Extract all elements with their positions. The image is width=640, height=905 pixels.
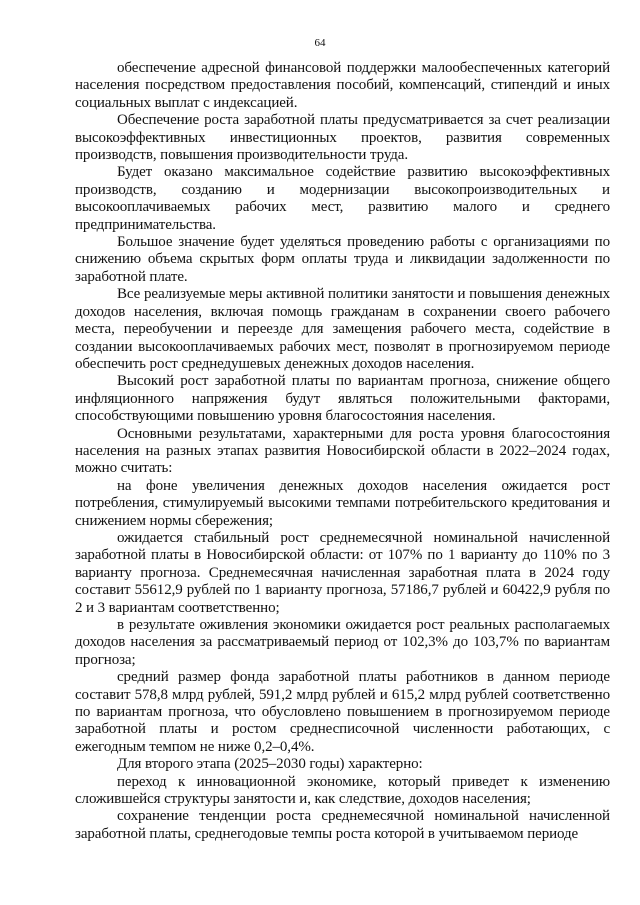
- list-item: переход к инновационной экономике, который приведет к изменению сложившейся структуры занятости и, как следствие, доходов населения;: [75, 773, 610, 808]
- page-number: 64: [314, 37, 326, 49]
- paragraph: Будет оказано максимальное содействие развитию высокоэффективных производств, созданию и модернизации высокопроизводительных и высокооплачиваемых рабочих мест, развитию малого и среднего предпринимательства.: [75, 164, 610, 233]
- list-item: сохранение тенденции роста среднемесячной номинальной начисленной заработной платы, среднегодовые темпы роста которой в учитываемом периоде: [75, 808, 610, 842]
- paragraph: Для второго этапа (2025–2030 годы) характерно:: [117, 756, 423, 773]
- paragraph: обеспечение адресной финансовой поддержки малообеспеченных категорий населения посредством предоставления пособий, компенсаций, стипендий и иных социальных выплат с индексацией.: [75, 60, 610, 111]
- paragraph: Большое значение будет уделяться проведению работы с организациями по снижению объема скрытых форм оплаты труда и ликвидации задолженности по заработной плате.: [75, 234, 610, 285]
- paragraph: Основными результатами, характерными для роста уровня благосостояния населения на разных этапах развития Новосибирской области в 2022–2024 годах, можно считать:: [75, 425, 610, 477]
- list-item: ожидается стабильный рост среднемесячной номинальной начисленной заработной платы в Новосибирской области: от 107% по 1 варианту до 110% по 3 варианту прогноза. Среднемесячная начисленная заработная плата в 2024 году составит 55612,9 рублей по 1 варианту прогноза, 57186,7 рублей и 60422,9 рубля по 2 и 3 вариантам соответственно;: [75, 529, 610, 616]
- paragraph: Все реализуемые меры активной политики занятости и повышения денежных доходов населения, включая помощь гражданам в сохранении своего рабочего места, переобучении и переезде для замещения рабочего места, содействие в создании высокооплачиваемых рабочих мест, позволят в прогнозируемом периоде обеспечить рост среднедушевых денежных доходов населения.: [75, 286, 610, 372]
- paragraph: Высокий рост заработной платы по вариантам прогноза, снижение общего инфляционного напряжения будут являться положительными факторами, способствующими повышению уровня благосостояния населения.: [75, 373, 610, 425]
- list-item: на фоне увеличения денежных доходов населения ожидается рост потребления, стимулируемый высокими темпами потребительского кредитования и снижением нормы сбережения;: [75, 477, 610, 529]
- list-item: в результате оживления экономики ожидается рост реальных располагаемых доходов населения за рассматриваемый период от 102,3% до 103,7% по вариантам прогноза;: [75, 617, 610, 668]
- paragraph: Обеспечение роста заработной платы предусматривается за счет реализации высокоэффективных инвестиционных проектов, развития современных производств, повышения производительности труда.: [75, 112, 610, 164]
- list-item: средний размер фонда заработной платы работников в данном периоде составит 578,8 млрд рублей, 591,2 млрд рублей и 615,2 млрд рублей соответственно по вариантам прогноза, что обусловлено повышением в прогнозируемом периоде заработной платы и ростом среднесписочной численности работающих, с ежегодным темпом не ниже 0,2–0,4%.: [75, 669, 610, 755]
- document-body: [75, 60, 610, 843]
